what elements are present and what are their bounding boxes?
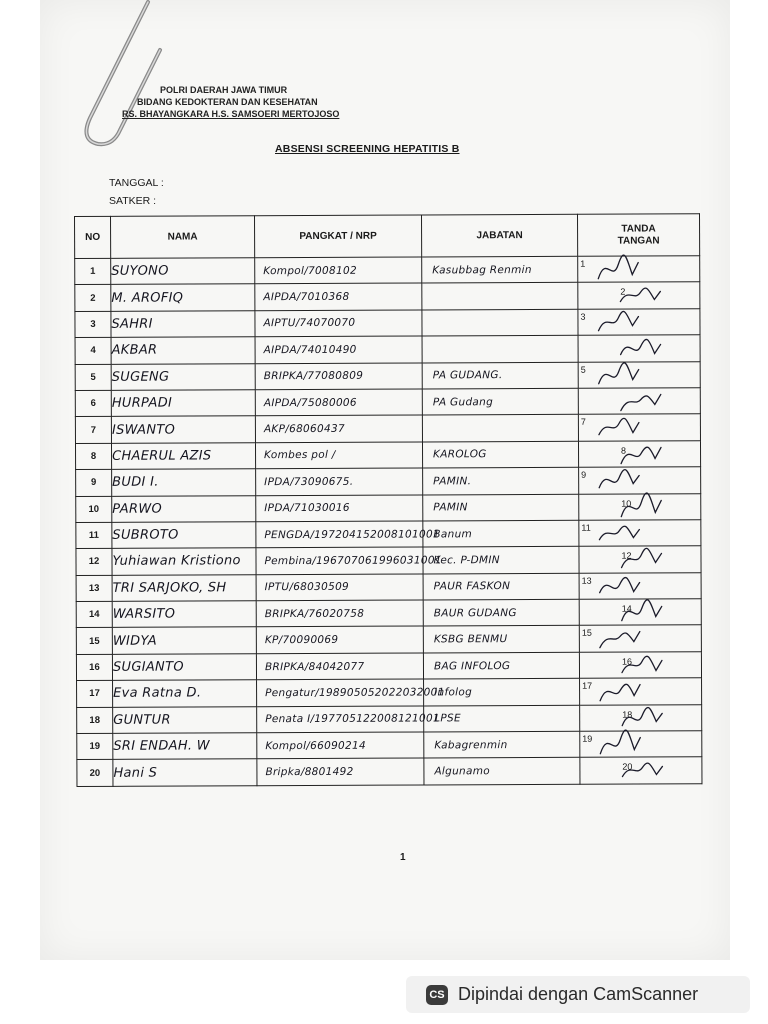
row-nama: CHAERUL AZIS: [111, 442, 255, 469]
row-number: 15: [76, 628, 112, 655]
row-number: 3: [75, 311, 111, 338]
row-nama: Eva Ratna D.: [113, 680, 257, 707]
signature-number: 16: [621, 656, 632, 667]
attendance-table: [74, 213, 702, 787]
header-jabatan: JABATAN: [421, 214, 577, 257]
row-jabatan: BAUR GUDANG: [423, 599, 579, 626]
row-nama: Hani S: [113, 759, 257, 786]
row-number: 18: [77, 707, 113, 734]
row-nama: ISWANTO: [111, 416, 255, 443]
row-jabatan: [422, 415, 578, 442]
signature-number: 8: [621, 445, 627, 456]
row-number: 6: [75, 390, 111, 417]
row-number: 17: [77, 681, 113, 708]
signature-number: 7: [580, 417, 586, 428]
document-title: ABSENSI SCREENING HEPATITIS B: [275, 143, 460, 155]
signature-number: 18: [622, 709, 633, 720]
row-pangkat-nrp: BRIPKA/77080809: [255, 363, 422, 390]
row-pangkat-nrp: AIPDA/74010490: [255, 336, 422, 363]
row-nama: SRI ENDAH. W: [113, 733, 257, 760]
row-pangkat-nrp: AKP/68060437: [255, 415, 422, 442]
row-nama: TRI SARJOKO, SH: [112, 574, 256, 601]
row-jabatan: Banum: [423, 520, 579, 547]
signature-number: 9: [581, 469, 587, 480]
signature-number: 13: [581, 575, 592, 586]
row-nama: GUNTUR: [113, 706, 257, 733]
paperclip-icon: [68, 0, 158, 150]
row-jabatan: PAMIN.: [423, 467, 579, 494]
row-pangkat-nrp: Kombes pol /: [255, 442, 422, 469]
row-number: 14: [76, 601, 112, 628]
letterhead-line-3: RS. BHAYANGKARA H.S. SAMSOERI MERTOJOSO: [122, 109, 340, 119]
row-number: 8: [75, 443, 111, 470]
row-jabatan: Kasubbag Renmin: [422, 256, 578, 283]
signature-number: 11: [581, 522, 591, 533]
row-number: 16: [76, 654, 112, 681]
row-pangkat-nrp: BRIPKA/76020758: [256, 600, 423, 627]
satker-label: SATKER :: [109, 195, 157, 207]
row-number: 7: [75, 417, 111, 444]
row-jabatan: PAUR FASKON: [423, 573, 579, 600]
row-jabatan: Infolog: [424, 679, 580, 706]
row-jabatan: PA GUDANG.: [422, 362, 578, 389]
signature-number: 3: [580, 311, 586, 322]
row-nama: M. AROFIQ: [111, 284, 255, 311]
row-pangkat-nrp: IPTU/68030509: [256, 574, 423, 601]
letterhead: [122, 84, 352, 120]
row-jabatan: Kec. P-DMIN: [423, 547, 579, 574]
row-pangkat-nrp: IPDA/73090675.: [256, 468, 423, 495]
header-no: NO: [75, 216, 111, 258]
row-jabatan: Kabagrenmin: [424, 731, 580, 758]
header-tanda-tangan: [577, 214, 699, 257]
row-nama: WARSITO: [112, 601, 256, 628]
row-nama: SAHRI: [111, 310, 255, 337]
signature-scribble-icon: [594, 754, 664, 788]
row-nama: SUGENG: [111, 363, 255, 390]
row-jabatan: [422, 335, 578, 362]
camscanner-text: Dipindai dengan CamScanner: [458, 984, 699, 1004]
row-pangkat-nrp: Kompol/66090214: [257, 732, 424, 759]
signature-number: 19: [582, 733, 593, 744]
tanggal-label: TANGGAL :: [109, 177, 164, 189]
row-pangkat-nrp: IPDA/71030016: [256, 494, 423, 521]
signature-number: 1: [580, 258, 586, 269]
letterhead-line-1: POLRI DAERAH JAWA TIMUR: [160, 85, 288, 95]
row-number: 13: [76, 575, 112, 602]
signature-number: 12: [621, 550, 632, 561]
signature-number: 5: [580, 364, 586, 375]
row-jabatan: [422, 309, 578, 336]
row-number: 11: [76, 522, 112, 549]
row-pangkat-nrp: KP/70090069: [256, 626, 423, 653]
row-nama: HURPADI: [111, 390, 255, 417]
row-number: 5: [75, 364, 111, 391]
row-number: 10: [76, 496, 112, 523]
row-nama: SUYONO: [111, 258, 255, 285]
row-pangkat-nrp: Penata I/197705122008121001: [257, 706, 424, 733]
satker-field: [109, 195, 165, 207]
tanggal-field: [109, 177, 165, 189]
row-pangkat-nrp: Kompol/7008102: [255, 257, 422, 284]
row-nama: Yuhiawan Kristiono: [112, 548, 256, 575]
row-pangkat-nrp: Pengatur/198905052022032001: [257, 679, 424, 706]
row-nama: BUDI I.: [112, 469, 256, 496]
table-row: [77, 757, 702, 786]
signature-number: 10: [621, 498, 632, 509]
signature-number: 14: [621, 603, 632, 614]
signature-number: 15: [581, 628, 592, 639]
row-jabatan: PAMIN: [423, 494, 579, 521]
row-jabatan: KAROLOG: [422, 441, 578, 468]
signature-number: 17: [582, 680, 593, 692]
letterhead-line-2: BIDANG KEDOKTERAN DAN KESEHATAN: [137, 97, 318, 107]
row-jabatan: [422, 283, 578, 310]
row-jabatan: BAG INFOLOG: [423, 652, 579, 679]
row-signature-cell: [580, 757, 702, 784]
header-tanda: TANDA: [621, 222, 656, 235]
page-number: 1: [400, 852, 406, 863]
header-nama: NAMA: [111, 216, 255, 259]
row-pangkat-nrp: BRIPKA/84042077: [256, 653, 423, 680]
row-nama: AKBAR: [111, 337, 255, 364]
row-jabatan: PA Gudang: [422, 388, 578, 415]
row-number: 19: [77, 733, 113, 760]
row-pangkat-nrp: Pembina/196707061996031001: [256, 547, 423, 574]
camscanner-badge: [406, 976, 750, 1013]
row-pangkat-nrp: PENGDA/197204152008101001: [256, 521, 423, 548]
header-tangan: TANGAN: [617, 234, 660, 247]
header-pangkat: PANGKAT / NRP: [255, 215, 422, 258]
row-nama: SUGIANTO: [112, 654, 256, 681]
row-nama: WIDYA: [112, 627, 256, 654]
row-jabatan: LPSE: [424, 705, 580, 732]
row-number: 4: [75, 338, 111, 365]
row-number: 20: [77, 760, 113, 787]
row-number: 9: [76, 469, 112, 496]
camscanner-icon: CS: [426, 985, 448, 1005]
row-pangkat-nrp: AIPDA/7010368: [255, 283, 422, 310]
row-number: 12: [76, 549, 112, 576]
row-nama: SUBROTO: [112, 522, 256, 549]
row-nama: PARWO: [112, 495, 256, 522]
row-pangkat-nrp: AIPTU/74070070: [255, 310, 422, 337]
signature-number: 20: [622, 761, 633, 773]
row-pangkat-nrp: AIPDA/75080006: [255, 389, 422, 416]
row-jabatan: Algunamo: [424, 758, 580, 785]
row-number: 1: [75, 258, 111, 285]
row-number: 2: [75, 285, 111, 312]
signature-number: 2: [620, 286, 626, 298]
row-pangkat-nrp: Bripka/8801492: [257, 758, 424, 785]
row-jabatan: KSBG BENMU: [423, 626, 579, 653]
